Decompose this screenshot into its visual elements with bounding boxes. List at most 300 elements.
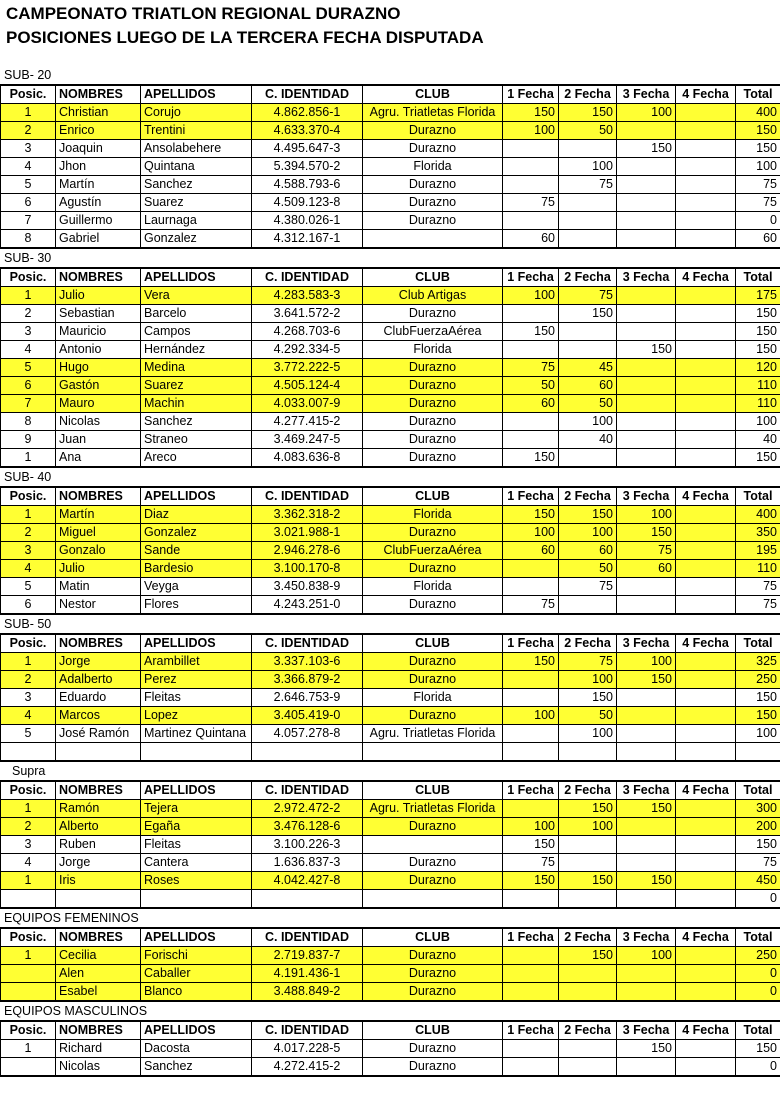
- cell-total: 110: [736, 560, 780, 578]
- cell-total: 120: [736, 359, 780, 377]
- table-row: [1, 212, 780, 230]
- header-fecha-3: 3 Fecha: [617, 928, 676, 947]
- cell-fecha-4: [676, 1058, 736, 1077]
- cell-fecha-2: [559, 230, 617, 249]
- cell-apellido: Bardesio: [141, 560, 252, 578]
- cell-nombre: Gabriel: [56, 230, 141, 249]
- cell-ci: 4.033.007-9: [252, 395, 363, 413]
- cell-nombre: Ana: [56, 449, 141, 468]
- cell-total: 75: [736, 854, 780, 872]
- cell-club: Durazno: [363, 560, 503, 578]
- cell-fecha-3: 100: [617, 104, 676, 122]
- cell-fecha-4: [676, 506, 736, 524]
- cell-apellido: Gonzalez: [141, 524, 252, 542]
- header-club: CLUB: [363, 1021, 503, 1040]
- category-table: [0, 780, 780, 909]
- cell-fecha-3: [617, 689, 676, 707]
- table-row: [1, 965, 780, 983]
- header-posic: Posic.: [1, 928, 56, 947]
- table-header-row: [1, 634, 780, 653]
- table-row: [1, 305, 780, 323]
- cell-ci: 4.272.415-2: [252, 1058, 363, 1077]
- cell-nombre: Gonzalo: [56, 542, 141, 560]
- cell-posic: 2: [1, 818, 56, 836]
- cell-nombre: Esabel: [56, 983, 141, 1002]
- table-row: [1, 194, 780, 212]
- cell-fecha-1: 75: [503, 359, 559, 377]
- cell-club: Durazno: [363, 413, 503, 431]
- table-header-row: [1, 928, 780, 947]
- cell-apellido: Sanchez: [141, 1058, 252, 1077]
- header-nombres: NOMBRES: [56, 1021, 141, 1040]
- cell-ci: 4.283.583-3: [252, 287, 363, 305]
- cell-fecha-4: [676, 194, 736, 212]
- cell-fecha-3: [617, 818, 676, 836]
- table-row: [1, 578, 780, 596]
- header-fecha-4: 4 Fecha: [676, 781, 736, 800]
- cell-total: 400: [736, 104, 780, 122]
- header-posic: Posic.: [1, 634, 56, 653]
- cell-ci: 4.191.436-1: [252, 965, 363, 983]
- cell-ci: 4.017.228-5: [252, 1040, 363, 1058]
- header-apellidos: APELLIDOS: [141, 1021, 252, 1040]
- cell-fecha-3: [617, 836, 676, 854]
- cell-posic: 4: [1, 854, 56, 872]
- section-label: EQUIPOS FEMENINOS: [4, 911, 139, 925]
- cell-posic: 2: [1, 671, 56, 689]
- cell-ci: 4.380.026-1: [252, 212, 363, 230]
- cell-nombre: Juan: [56, 431, 141, 449]
- cell-fecha-1: [503, 158, 559, 176]
- cell-fecha-4: [676, 653, 736, 671]
- cell-fecha-4: [676, 542, 736, 560]
- header-total: Total: [736, 634, 780, 653]
- cell-apellido: Quintana: [141, 158, 252, 176]
- cell-club: Florida: [363, 578, 503, 596]
- cell-club: Durazno: [363, 947, 503, 965]
- cell-fecha-1: [503, 725, 559, 743]
- cell-fecha-1: 50: [503, 377, 559, 395]
- table-row: [1, 560, 780, 578]
- table-row: [1, 506, 780, 524]
- header-nombres: NOMBRES: [56, 487, 141, 506]
- cell-apellido: Martinez Quintana: [141, 725, 252, 743]
- cell-fecha-2: 45: [559, 359, 617, 377]
- header-fecha-2: 2 Fecha: [559, 268, 617, 287]
- table-row: [1, 671, 780, 689]
- section-label: SUB- 50: [4, 617, 52, 631]
- cell-fecha-3: 150: [617, 140, 676, 158]
- cell-fecha-2: 150: [559, 104, 617, 122]
- cell-ci: 4.509.123-8: [252, 194, 363, 212]
- cell-club: Durazno: [363, 395, 503, 413]
- cell-ci: 3.366.879-2: [252, 671, 363, 689]
- cell-total: 75: [736, 596, 780, 615]
- table-row: [1, 836, 780, 854]
- cell-fecha-4: [676, 965, 736, 983]
- table-row: [1, 1058, 780, 1077]
- cell-fecha-3: [617, 983, 676, 1002]
- cell-fecha-3: [617, 359, 676, 377]
- header-club: CLUB: [363, 85, 503, 104]
- cell-nombre: Joaquin: [56, 140, 141, 158]
- cell-total: 150: [736, 1040, 780, 1058]
- table-row: [1, 176, 780, 194]
- section-label: SUB- 20: [4, 68, 52, 82]
- cell-club: Durazno: [363, 212, 503, 230]
- cell-posic: 2: [1, 122, 56, 140]
- sheet-title-block: [0, 0, 780, 52]
- header-fecha-2: 2 Fecha: [559, 928, 617, 947]
- cell-club: Florida: [363, 341, 503, 359]
- cell-club: Durazno: [363, 872, 503, 890]
- cell-club: Florida: [363, 689, 503, 707]
- cell-fecha-3: [617, 725, 676, 743]
- cell-apellido: Diaz: [141, 506, 252, 524]
- cell-fecha-2: 100: [559, 725, 617, 743]
- cell-posic: 8: [1, 413, 56, 431]
- table-row: [1, 890, 780, 909]
- cell-nombre: Martín: [56, 506, 141, 524]
- cell-fecha-3: [617, 194, 676, 212]
- header-total: Total: [736, 781, 780, 800]
- cell-fecha-2: 150: [559, 947, 617, 965]
- cell-ci: [252, 890, 363, 909]
- table-row: [1, 800, 780, 818]
- cell-fecha-1: [503, 1040, 559, 1058]
- cell-fecha-4: [676, 395, 736, 413]
- cell-posic: 6: [1, 194, 56, 212]
- header-apellidos: APELLIDOS: [141, 85, 252, 104]
- cell-fecha-2: [559, 890, 617, 909]
- cell-nombre: Ruben: [56, 836, 141, 854]
- cell-fecha-3: 100: [617, 506, 676, 524]
- cell-fecha-4: [676, 431, 736, 449]
- cell-nombre: [56, 743, 141, 762]
- cell-nombre: Alberto: [56, 818, 141, 836]
- cell-total: 75: [736, 578, 780, 596]
- cell-fecha-3: [617, 596, 676, 615]
- cell-apellido: Suarez: [141, 194, 252, 212]
- cell-fecha-3: 150: [617, 524, 676, 542]
- cell-fecha-4: [676, 305, 736, 323]
- cell-fecha-4: [676, 689, 736, 707]
- sheet-title: CAMPEONATO TRIATLON REGIONAL DURAZNO: [6, 4, 401, 23]
- cell-apellido: [141, 743, 252, 762]
- cell-apellido: Roses: [141, 872, 252, 890]
- cell-fecha-3: 75: [617, 542, 676, 560]
- cell-fecha-3: [617, 578, 676, 596]
- cell-fecha-4: [676, 872, 736, 890]
- cell-nombre: Mauricio: [56, 323, 141, 341]
- cell-apellido: Tejera: [141, 800, 252, 818]
- header-posic: Posic.: [1, 781, 56, 800]
- cell-fecha-2: [559, 194, 617, 212]
- cell-fecha-1: 150: [503, 449, 559, 468]
- cell-posic: 5: [1, 725, 56, 743]
- cell-posic: [1, 1058, 56, 1077]
- cell-total: 325: [736, 653, 780, 671]
- cell-fecha-3: [617, 965, 676, 983]
- table-row: [1, 230, 780, 249]
- header-total: Total: [736, 1021, 780, 1040]
- cell-posic: 7: [1, 212, 56, 230]
- cell-fecha-2: 150: [559, 800, 617, 818]
- table-row: [1, 854, 780, 872]
- cell-posic: 9: [1, 431, 56, 449]
- table-row: [1, 431, 780, 449]
- cell-posic: 4: [1, 158, 56, 176]
- cell-total: 150: [736, 689, 780, 707]
- cell-fecha-2: [559, 1040, 617, 1058]
- cell-apellido: Barcelo: [141, 305, 252, 323]
- cell-fecha-4: [676, 725, 736, 743]
- header-ci: C. IDENTIDAD: [252, 634, 363, 653]
- cell-nombre: Cecilia: [56, 947, 141, 965]
- header-fecha-3: 3 Fecha: [617, 487, 676, 506]
- cell-nombre: Enrico: [56, 122, 141, 140]
- cell-total: 250: [736, 947, 780, 965]
- cell-club: Durazno: [363, 965, 503, 983]
- cell-posic: 1: [1, 449, 56, 468]
- cell-fecha-1: [503, 305, 559, 323]
- cell-fecha-4: [676, 122, 736, 140]
- table-row: [1, 287, 780, 305]
- header-fecha-4: 4 Fecha: [676, 85, 736, 104]
- cell-fecha-2: [559, 323, 617, 341]
- cell-apellido: Vera: [141, 287, 252, 305]
- cell-fecha-3: 150: [617, 872, 676, 890]
- cell-apellido: Veyga: [141, 578, 252, 596]
- cell-total: 200: [736, 818, 780, 836]
- cell-posic: 1: [1, 872, 56, 890]
- cell-apellido: Sande: [141, 542, 252, 560]
- cell-ci: 3.337.103-6: [252, 653, 363, 671]
- cell-fecha-2: 100: [559, 158, 617, 176]
- cell-fecha-2: 40: [559, 431, 617, 449]
- cell-posic: [1, 890, 56, 909]
- cell-club: [363, 890, 503, 909]
- cell-apellido: Egaña: [141, 818, 252, 836]
- cell-total: 75: [736, 194, 780, 212]
- cell-fecha-2: [559, 140, 617, 158]
- cell-fecha-3: [617, 230, 676, 249]
- cell-total: 350: [736, 524, 780, 542]
- cell-total: 0: [736, 1058, 780, 1077]
- header-ci: C. IDENTIDAD: [252, 268, 363, 287]
- cell-apellido: [141, 890, 252, 909]
- cell-apellido: Arambillet: [141, 653, 252, 671]
- cell-fecha-1: 75: [503, 854, 559, 872]
- cell-total: 75: [736, 176, 780, 194]
- cell-club: Durazno: [363, 707, 503, 725]
- table-row: [1, 947, 780, 965]
- cell-fecha-4: [676, 104, 736, 122]
- cell-apellido: Gonzalez: [141, 230, 252, 249]
- cell-fecha-4: [676, 413, 736, 431]
- category-table: [0, 633, 780, 762]
- cell-total: 100: [736, 158, 780, 176]
- cell-fecha-1: [503, 560, 559, 578]
- cell-fecha-1: [503, 983, 559, 1002]
- cell-nombre: Nicolas: [56, 413, 141, 431]
- cell-fecha-1: [503, 671, 559, 689]
- cell-fecha-2: 50: [559, 395, 617, 413]
- cell-ci: 4.268.703-6: [252, 323, 363, 341]
- cell-total: 110: [736, 377, 780, 395]
- cell-fecha-3: [617, 890, 676, 909]
- cell-fecha-1: 150: [503, 323, 559, 341]
- cell-fecha-3: [617, 1058, 676, 1077]
- cell-posic: 1: [1, 1040, 56, 1058]
- cell-fecha-1: [503, 800, 559, 818]
- table-row: [1, 524, 780, 542]
- cell-club: Agru. Triatletas Florida: [363, 725, 503, 743]
- table-row: [1, 818, 780, 836]
- header-total: Total: [736, 928, 780, 947]
- cell-ci: 3.772.222-5: [252, 359, 363, 377]
- header-apellidos: APELLIDOS: [141, 781, 252, 800]
- cell-fecha-2: [559, 596, 617, 615]
- cell-ci: 2.719.837-7: [252, 947, 363, 965]
- cell-fecha-4: [676, 818, 736, 836]
- cell-ci: 3.469.247-5: [252, 431, 363, 449]
- cell-posic: 5: [1, 359, 56, 377]
- header-fecha-3: 3 Fecha: [617, 1021, 676, 1040]
- cell-fecha-3: [617, 395, 676, 413]
- header-fecha-3: 3 Fecha: [617, 85, 676, 104]
- cell-apellido: Flores: [141, 596, 252, 615]
- cell-fecha-4: [676, 578, 736, 596]
- cell-club: Durazno: [363, 671, 503, 689]
- cell-posic: 1: [1, 287, 56, 305]
- cell-fecha-4: [676, 287, 736, 305]
- cell-total: 60: [736, 230, 780, 249]
- cell-fecha-1: [503, 743, 559, 762]
- table-row: [1, 140, 780, 158]
- cell-club: Durazno: [363, 377, 503, 395]
- cell-ci: 2.646.753-9: [252, 689, 363, 707]
- cell-posic: 2: [1, 305, 56, 323]
- header-apellidos: APELLIDOS: [141, 634, 252, 653]
- table-row: [1, 395, 780, 413]
- cell-nombre: Matin: [56, 578, 141, 596]
- cell-fecha-2: [559, 212, 617, 230]
- cell-nombre: Jorge: [56, 854, 141, 872]
- cell-posic: 3: [1, 140, 56, 158]
- cell-fecha-3: [617, 323, 676, 341]
- cell-total: 150: [736, 836, 780, 854]
- header-fecha-1: 1 Fecha: [503, 85, 559, 104]
- category-table: [0, 84, 780, 249]
- cell-fecha-3: 150: [617, 671, 676, 689]
- cell-fecha-1: 150: [503, 506, 559, 524]
- header-fecha-3: 3 Fecha: [617, 634, 676, 653]
- cell-total: 250: [736, 671, 780, 689]
- cell-posic: 3: [1, 542, 56, 560]
- standings-sheet: [0, 66, 780, 1077]
- cell-club: ClubFuerzaAérea: [363, 323, 503, 341]
- cell-fecha-2: 150: [559, 872, 617, 890]
- table-row: [1, 707, 780, 725]
- cell-fecha-1: [503, 578, 559, 596]
- cell-ci: 3.476.128-6: [252, 818, 363, 836]
- cell-fecha-2: [559, 743, 617, 762]
- cell-club: Durazno: [363, 176, 503, 194]
- header-fecha-1: 1 Fecha: [503, 781, 559, 800]
- cell-nombre: Hugo: [56, 359, 141, 377]
- table-row: [1, 725, 780, 743]
- cell-total: 150: [736, 323, 780, 341]
- cell-fecha-2: 150: [559, 689, 617, 707]
- cell-total: 110: [736, 395, 780, 413]
- header-fecha-1: 1 Fecha: [503, 487, 559, 506]
- cell-fecha-4: [676, 947, 736, 965]
- cell-posic: 1: [1, 800, 56, 818]
- cell-club: Durazno: [363, 854, 503, 872]
- cell-fecha-1: 150: [503, 653, 559, 671]
- cell-fecha-3: [617, 212, 676, 230]
- header-total: Total: [736, 85, 780, 104]
- cell-nombre: Iris: [56, 872, 141, 890]
- cell-nombre: Martín: [56, 176, 141, 194]
- header-fecha-4: 4 Fecha: [676, 928, 736, 947]
- cell-fecha-4: [676, 671, 736, 689]
- cell-fecha-3: [617, 287, 676, 305]
- cell-fecha-2: [559, 836, 617, 854]
- cell-apellido: Blanco: [141, 983, 252, 1002]
- cell-fecha-1: [503, 689, 559, 707]
- cell-nombre: Miguel: [56, 524, 141, 542]
- cell-fecha-2: 60: [559, 542, 617, 560]
- sheet-subtitle: POSICIONES LUEGO DE LA TERCERA FECHA DISPUTADA: [6, 28, 484, 47]
- cell-ci: 2.972.472-2: [252, 800, 363, 818]
- cell-posic: 1: [1, 506, 56, 524]
- header-fecha-3: 3 Fecha: [617, 268, 676, 287]
- header-club: CLUB: [363, 928, 503, 947]
- cell-fecha-2: [559, 449, 617, 468]
- cell-total: 400: [736, 506, 780, 524]
- cell-fecha-1: 75: [503, 194, 559, 212]
- table-row: [1, 323, 780, 341]
- category-table: [0, 486, 780, 615]
- cell-total: 150: [736, 305, 780, 323]
- header-fecha-2: 2 Fecha: [559, 634, 617, 653]
- header-fecha-4: 4 Fecha: [676, 1021, 736, 1040]
- header-club: CLUB: [363, 781, 503, 800]
- cell-club: Florida: [363, 158, 503, 176]
- table-row: [1, 983, 780, 1002]
- table-row: [1, 743, 780, 762]
- cell-fecha-4: [676, 158, 736, 176]
- cell-club: Agru. Triatletas Florida: [363, 800, 503, 818]
- cell-posic: 6: [1, 377, 56, 395]
- table-row: [1, 1040, 780, 1058]
- table-row: [1, 377, 780, 395]
- cell-nombre: José Ramón: [56, 725, 141, 743]
- cell-club: Durazno: [363, 983, 503, 1002]
- cell-club: ClubFuerzaAérea: [363, 542, 503, 560]
- cell-fecha-3: 100: [617, 947, 676, 965]
- cell-posic: 1: [1, 104, 56, 122]
- cell-fecha-4: [676, 449, 736, 468]
- cell-ci: 3.021.988-1: [252, 524, 363, 542]
- table-row: [1, 689, 780, 707]
- cell-total: 150: [736, 449, 780, 468]
- cell-fecha-2: 50: [559, 122, 617, 140]
- cell-fecha-2: 50: [559, 560, 617, 578]
- cell-total: [736, 743, 780, 762]
